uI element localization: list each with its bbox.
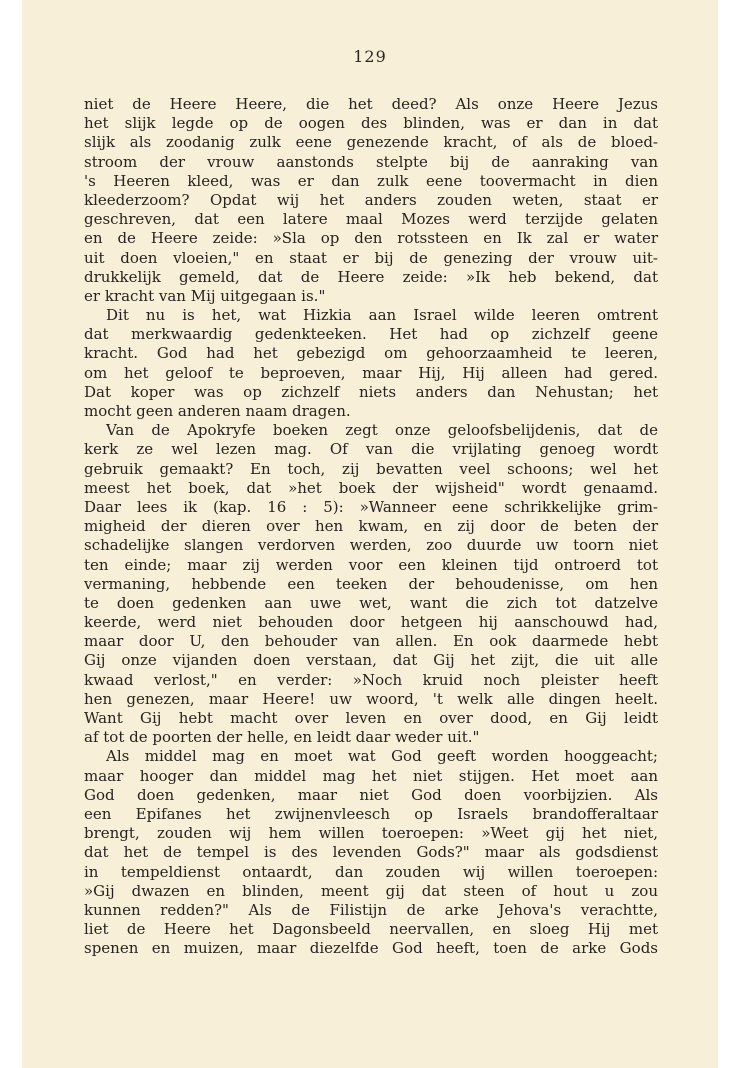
text-line: vermaning, hebbende een teeken der behoudenisse, om hen — [84, 574, 658, 593]
text-line: geschreven, dat een latere maal Mozes werd terzijde gelaten — [84, 210, 658, 229]
text-line: Dit nu is het, wat Hizkia aan Israel wilde leeren omtrent — [106, 306, 658, 325]
text-line: niet de Heere Heere, die het deed? Als onze Heere Jezus — [84, 95, 658, 113]
page-number: 129 — [353, 47, 387, 66]
paragraph — [84, 95, 658, 306]
text-line: »Gij dwazen en blinden, meent gij dat steen of hout u zou — [84, 881, 658, 900]
text-line: stroom der vrouw aanstonds stelpte bij de aanraking van — [84, 152, 658, 171]
text-line: hen genezen, maar Heere! uw woord, 't welk alle dingen heelt. — [84, 689, 658, 708]
text-line: ten einde; maar zij werden voor een kleinen tijd ontroerd tot — [84, 555, 658, 574]
text-line: kleederzoom? Opdat wij het anders zouden weten, staat er — [84, 190, 658, 209]
text-line: een Epifanes het zwijnenvleesch op Israels brandofferaltaar — [84, 804, 658, 823]
text-line: kunnen redden?" Als de Filistijn de arke Jehova's verachtte, — [84, 900, 658, 919]
text-line: Want Gij hebt macht over leven en over dood, en Gij leidt — [84, 709, 658, 727]
paragraph — [84, 421, 658, 747]
text-line: het slijk legde op de oogen des blinden, was er dan in dat — [84, 114, 658, 133]
text-line: uit doen vloeien," en staat er bij de genezing der vrouw uit- — [84, 248, 658, 267]
text-line: er kracht van Mij uitgegaan is." — [84, 286, 326, 305]
text-line: schadelijke slangen verdorven werden, zoo duurde uw toorn niet — [84, 536, 658, 555]
text-line: kwaad verlost," en verder: »Noch kruid noch pleister heeft — [84, 670, 658, 689]
text-line: om het geloof te beproeven, maar Hij, Hij alleen had gered. — [84, 363, 658, 382]
text-line: af tot de poorten der helle, en leidt daar weder uit." — [84, 728, 480, 747]
text-line: gebruik gemaakt? En toch, zij bevatten veel schoons; wel het — [84, 459, 658, 478]
text-line: Daar lees ik (kap. 16 : 5): »Wanneer eene schrikkelijke grim- — [84, 497, 658, 516]
paragraph — [84, 747, 658, 958]
text-line: in tempeldienst ontaardt, dan zouden wij willen toeroepen: — [84, 862, 658, 881]
text-line: slijk als zoodanig zulk eene genezende kracht, of als de bloed- — [84, 133, 658, 152]
text-line: maar door U, den behouder van allen. En ook daarmede hebt — [84, 632, 658, 651]
text-line: kerk ze wel lezen mag. Of van die vrijlating genoeg wordt — [84, 440, 658, 459]
text-line: Dat koper was op zichzelf niets anders dan Nehustan; het — [84, 382, 658, 401]
text-line: keerde, werd niet behouden door hetgeen hij aanschouwd had, — [84, 613, 658, 632]
text-line: en de Heere zeide: »Sla op den rotssteen en Ik zal er water — [84, 229, 658, 248]
text-line: migheid der dieren over hen kwam, en zij door de beten der — [84, 517, 658, 536]
text-line: spenen en muizen, maar diezelfde God heeft, toen de arke Gods — [84, 939, 658, 958]
body-text — [84, 95, 658, 958]
text-line: Als middel mag en moet wat God geeft worden hooggeacht; — [106, 747, 658, 766]
text-line: meest het boek, dat »het boek der wijsheid" wordt genaamd. — [84, 478, 658, 497]
text-line: mocht geen anderen naam dragen. — [84, 402, 351, 420]
paragraph — [84, 306, 658, 421]
text-line: dat merkwaardig gedenkteeken. Het had op zichzelf geene — [84, 325, 658, 344]
text-line: kracht. God had het gebezigd om gehoorzaamheid te leeren, — [84, 344, 658, 363]
book-page — [22, 0, 718, 1068]
text-line: brengt, zouden wij hem willen toeroepen: »Weet gij het niet, — [84, 824, 658, 843]
text-line: te doen gedenken aan uwe wet, want die zich tot datzelve — [84, 593, 658, 612]
text-line: dat het de tempel is des levenden Gods?" maar als godsdienst — [84, 843, 658, 862]
text-line: God doen gedenken, maar niet God doen voorbijzien. Als — [84, 785, 658, 804]
text-line: 's Heeren kleed, was er dan zulk eene toovermacht in dien — [84, 171, 658, 190]
text-line: drukkelijk gemeld, dat de Heere zeide: »Ik heb bekend, dat — [84, 267, 658, 286]
text-line: liet de Heere het Dagonsbeeld neervallen, en sloeg Hij met — [84, 920, 658, 939]
text-line: Gij onze vijanden doen verstaan, dat Gij het zijt, die uit alle — [84, 651, 658, 670]
text-line: Van de Apokryfe boeken zegt onze geloofsbelijdenis, dat de — [106, 421, 658, 440]
text-line: maar hooger dan middel mag het niet stijgen. Het moet aan — [84, 766, 658, 785]
